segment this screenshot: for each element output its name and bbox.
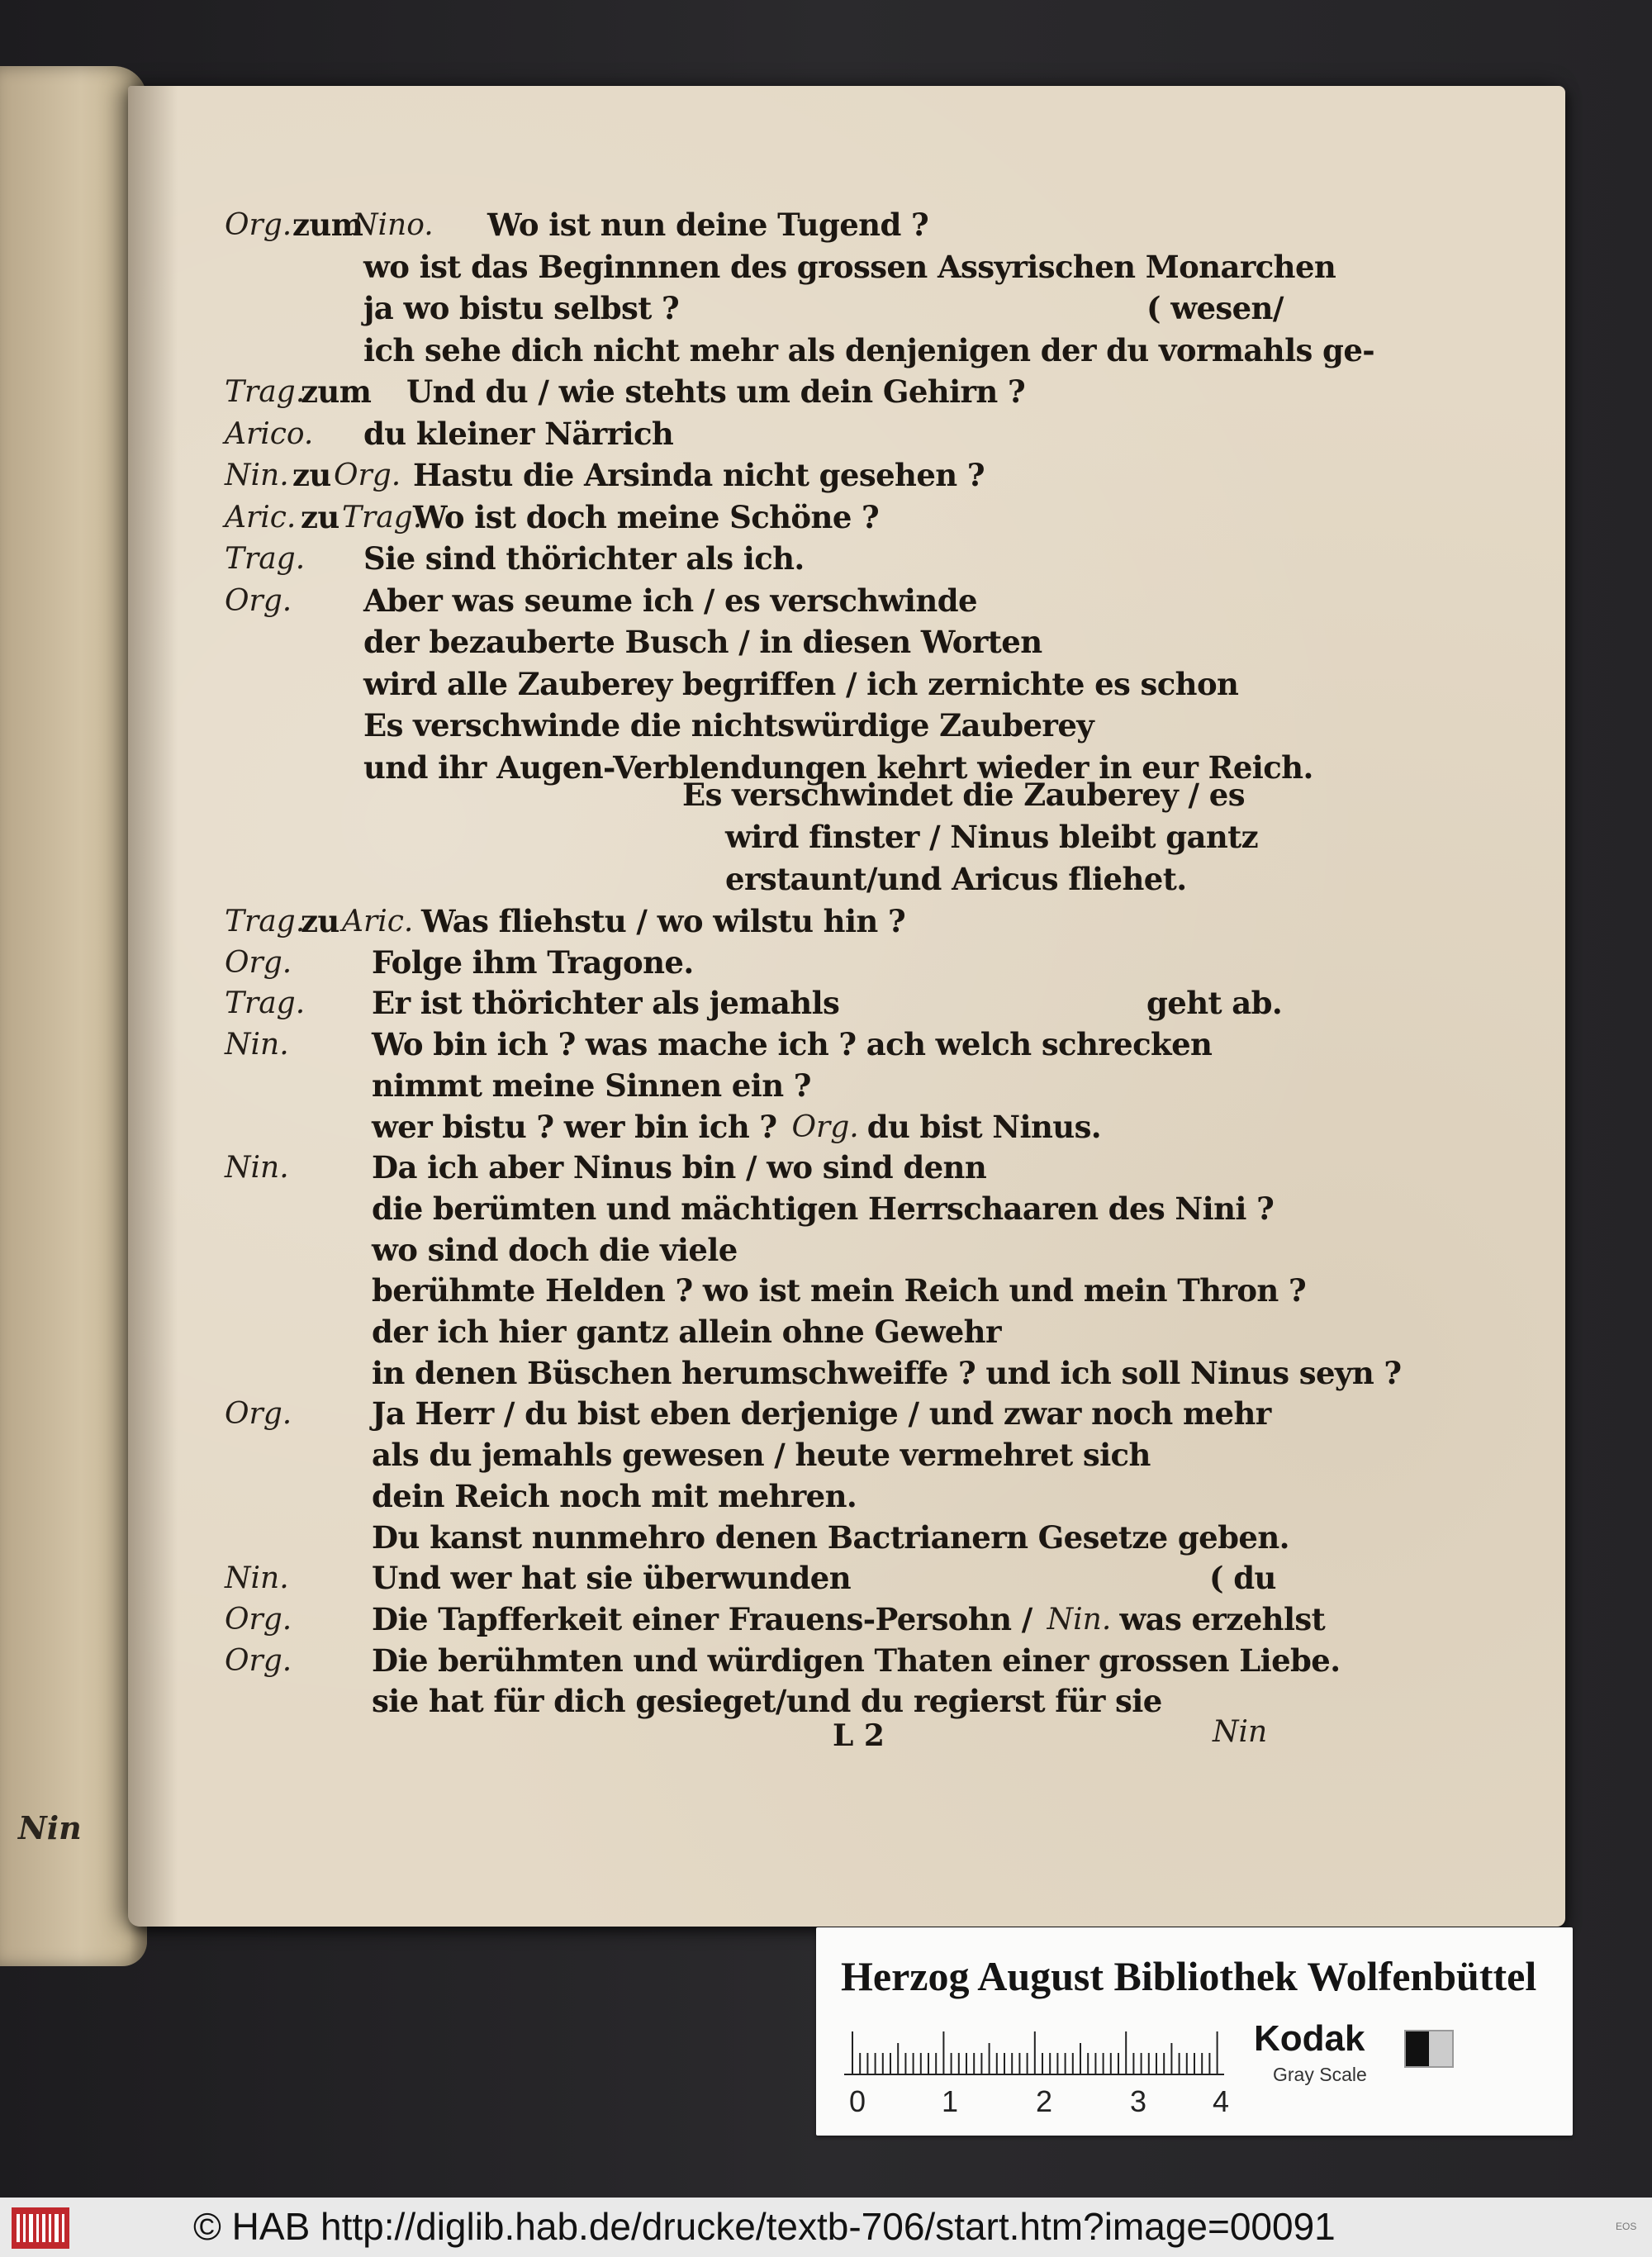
verse-line: wo ist das Beginnnen des grossen Assyrischen Monarchen xyxy=(363,248,1336,285)
speaker-label: Nin. xyxy=(225,1151,289,1186)
speaker-label: Org. xyxy=(225,1602,292,1637)
cue-target: Org. xyxy=(334,459,401,492)
verse-line: der ich hier gantz allein ohne Gewehr xyxy=(372,1314,1001,1350)
left-page-catchword: Nin xyxy=(18,1809,82,1846)
footer-copyright-url: © HAB http://diglib.hab.de/drucke/textb-706/start.htm?image=00091 xyxy=(193,2205,1336,2248)
gray-scale-ruler xyxy=(844,2025,1224,2081)
verse-line: der bezauberte Busch / in diesen Worten xyxy=(363,624,1042,660)
speaker-label: Aric. xyxy=(225,500,297,535)
verse-line: Aber was seume ich / es verschwinde xyxy=(363,582,977,619)
verse-line: Er ist thörichter als jemahls xyxy=(372,985,840,1022)
footer-small-mark: EOS xyxy=(1616,2221,1637,2232)
scale-number-2: 2 xyxy=(1036,2084,1053,2118)
verse-line: berühmte Helden ? wo ist mein Reich und mein Thron ? xyxy=(372,1272,1307,1309)
verse-line: nimmt meine Sinnen ein ? xyxy=(372,1067,811,1104)
speaker-cue: zum xyxy=(301,373,372,410)
speaker-label: Org. xyxy=(225,208,292,242)
inline-speaker: Nin. xyxy=(1047,1602,1112,1637)
scale-number-4: 4 xyxy=(1213,2084,1230,2118)
footer-bar xyxy=(0,2198,1652,2257)
verse-line: ja wo bistu selbst ? xyxy=(363,290,680,326)
verse-line: Sie sind thörichter als ich. xyxy=(363,540,805,577)
speaker-label: Trag. xyxy=(225,542,306,576)
speaker-label: Nin. xyxy=(225,1028,289,1062)
cue-target: Nino. xyxy=(352,208,434,242)
verse-line-cont: was erzehlst xyxy=(1119,1600,1326,1637)
speaker-label: Org. xyxy=(225,945,292,980)
speaker-cue: zu xyxy=(301,498,339,535)
verse-line: Was fliehstu / wo wilstu hin ? xyxy=(421,903,906,939)
cue-target: Trag. xyxy=(342,500,423,535)
speaker-label: Trag. xyxy=(225,986,306,1021)
speaker-label: Org. xyxy=(225,1643,292,1678)
verse-line: Hastu die Arsinda nicht gesehen ? xyxy=(413,457,985,493)
hab-logo-icon xyxy=(12,2207,69,2249)
line-tail: geht ab. xyxy=(1146,985,1283,1022)
verse-line-cont: du bist Ninus. xyxy=(866,1108,1102,1145)
speaker-label: Org. xyxy=(225,583,292,618)
left-page-edge xyxy=(0,66,147,1966)
scale-number-1: 1 xyxy=(942,2084,959,2118)
line-tail: ( wesen/ xyxy=(1146,290,1284,326)
verse-line: wird alle Zauberey begriffen / ich zernichte es schon xyxy=(363,665,1239,702)
verse-line: Und wer hat sie überwunden xyxy=(372,1560,852,1597)
verse-line: wer bistu ? wer bin ich ? xyxy=(372,1108,777,1145)
verse-line: die berümten und mächtigen Herrschaaren des Nini ? xyxy=(372,1190,1275,1227)
verse-line: Ja Herr / du bist eben derjenige / und zwar noch mehr xyxy=(372,1395,1271,1433)
verse-line: Wo ist doch meine Schöne ? xyxy=(413,498,880,535)
inline-speaker: Org. xyxy=(791,1109,859,1144)
verse-line: Wo ist nun deine Tugend ? xyxy=(487,207,929,243)
verse-line: in denen Büschen herumschweiffe ? und ich soll Ninus seyn ? xyxy=(372,1354,1402,1391)
cue-target: Aric. xyxy=(342,905,414,938)
stage-direction-line: erstaunt/und Aricus fliehet. xyxy=(725,861,1187,897)
verse-line: Wo bin ich ? was mache ich ? ach welch schrecken xyxy=(372,1026,1213,1063)
verse-line: Es verschwinde die nichtswürdige Zauberey xyxy=(363,707,1094,744)
verse-line: Und du / wie stehts um dein Gehirn ? xyxy=(406,373,1026,410)
speaker-label: Arico. xyxy=(225,416,314,451)
verse-line: Da ich aber Ninus bin / wo sind denn xyxy=(372,1149,987,1186)
verse-line: Folge ihm Tragone. xyxy=(372,943,694,981)
verse-line: ich sehe dich nicht mehr als denjenigen der du vormahls ge- xyxy=(363,331,1375,368)
catchword: Nin xyxy=(1213,1715,1268,1749)
speaker-cue: zu xyxy=(301,903,339,939)
speaker-cue: zum xyxy=(292,207,363,243)
verse-line: Die berühmten und würdigen Thaten einer grossen Liebe. xyxy=(372,1642,1341,1679)
kodak-brand: Kodak xyxy=(1254,2018,1365,2059)
verse-line: Du kanst nunmehro denen Bactrianern Gesetze geben. xyxy=(372,1518,1289,1556)
stage-direction-line: Es verschwindet die Zauberey / es xyxy=(682,777,1245,813)
signature-mark: L 2 xyxy=(833,1718,885,1753)
gutter-shadow xyxy=(128,86,178,1927)
stage-direction-line: wird finster / Ninus bleibt gantz xyxy=(725,819,1259,855)
speaker-label: Nin. xyxy=(225,1561,289,1596)
library-label-card xyxy=(816,1927,1573,2136)
scale-number-3: 3 xyxy=(1130,2084,1147,2118)
scale-number-0: 0 xyxy=(849,2084,866,2118)
speaker-label: Org. xyxy=(225,1397,292,1432)
speaker-label: Trag. xyxy=(225,905,306,938)
speaker-cue: zu xyxy=(292,457,331,493)
verse-line: als du jemahls gewesen / heute vermehret sich xyxy=(372,1437,1151,1474)
verse-line: sie hat für dich gesieget/und du regierst für sie xyxy=(372,1683,1162,1720)
speaker-label: Trag. xyxy=(225,375,306,409)
speaker-label: Nin. xyxy=(225,459,289,492)
library-name: Herzog August Bibliothek Wolfenbüttel xyxy=(841,1953,1537,1999)
kodak-gray-scale: Gray Scale xyxy=(1273,2064,1367,2085)
verse-line: Die Tapfferkeit einer Frauens-Persohn / xyxy=(372,1600,1032,1637)
verse-line: und ihr Augen-Verblendungen kehrt wieder in eur Reich. xyxy=(363,748,1313,786)
verse-line: dein Reich noch mit mehren. xyxy=(372,1477,857,1514)
verse-line: wo sind doch die viele xyxy=(372,1231,738,1268)
verse-line: du kleiner Närrich xyxy=(363,415,674,452)
line-tail: ( du xyxy=(1209,1560,1276,1597)
gray-swatch xyxy=(1404,2030,1454,2068)
